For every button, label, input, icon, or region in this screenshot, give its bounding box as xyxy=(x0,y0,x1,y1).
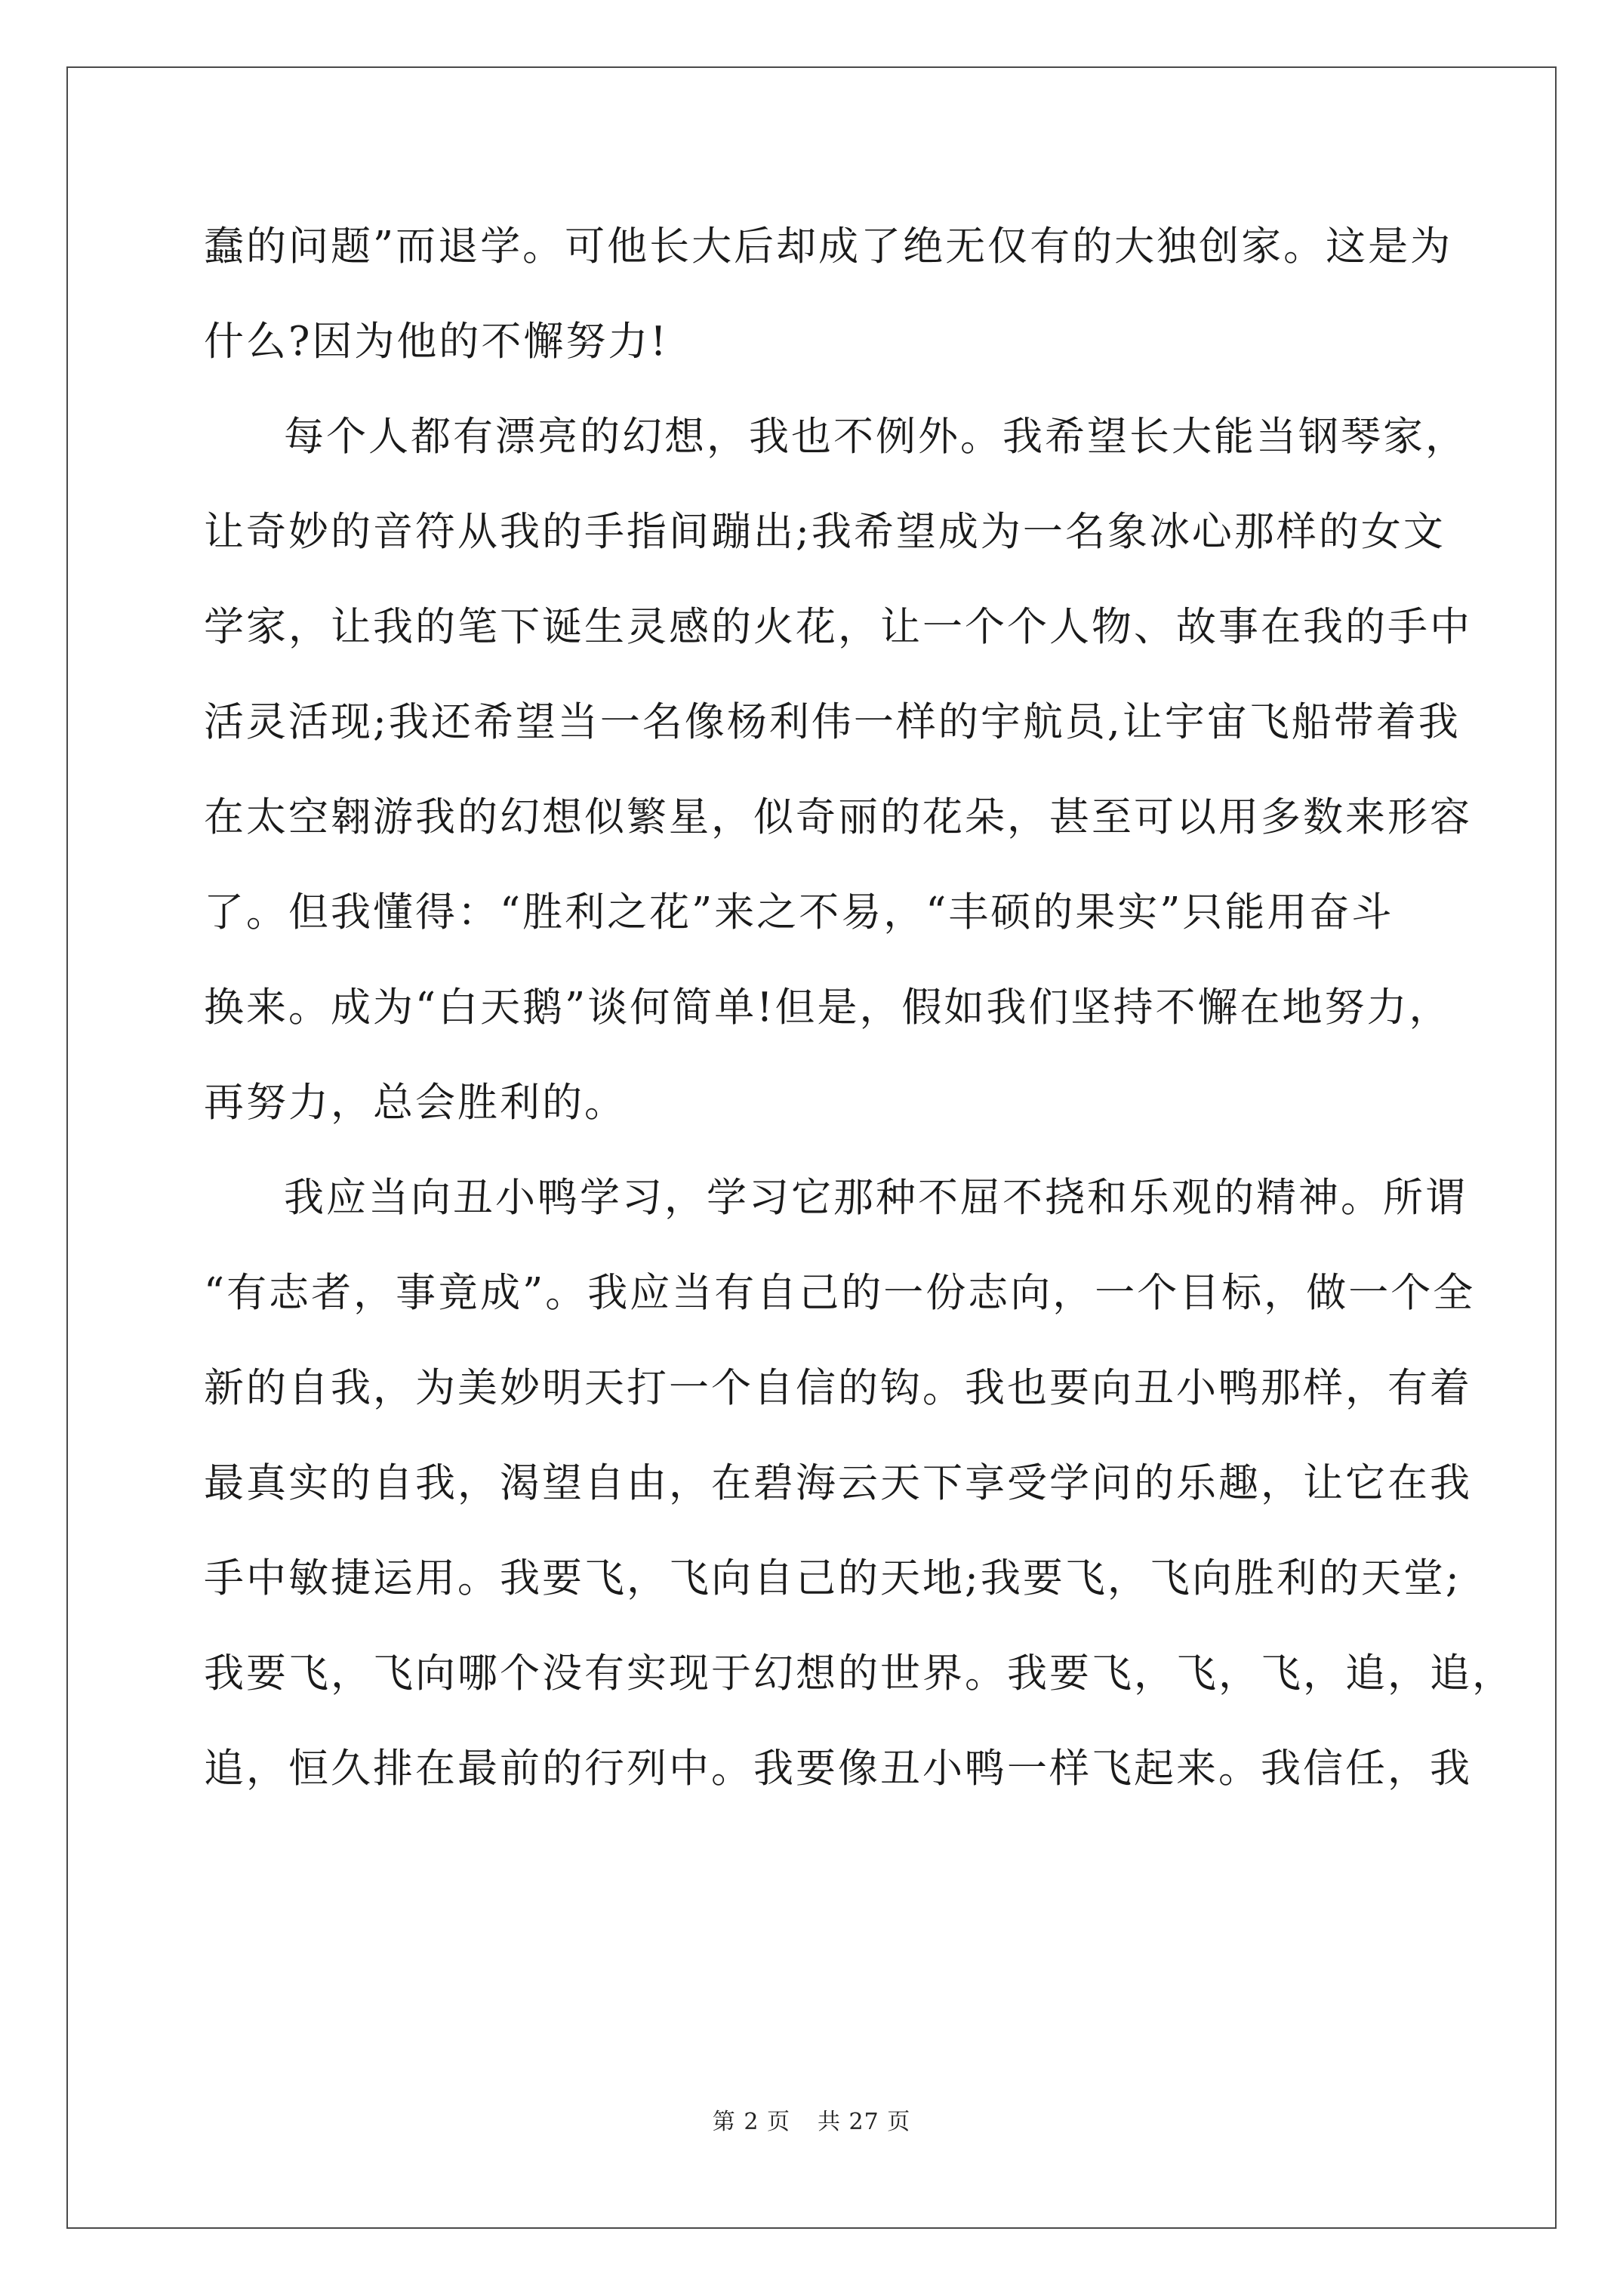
text-line: 活灵活现;我还希望当一名像杨利伟一样的宇航员,让宇宙飞船带着我 xyxy=(204,699,1461,745)
text-line: 让奇妙的音符从我的手指间蹦出;我希望成为一名象冰心那样的女文 xyxy=(204,509,1446,555)
text-line: 在太空翱游我的幻想似繁星，似奇丽的花朵，甚至可以用多数来形容 xyxy=(204,794,1472,840)
text-line: 蠢的问题”而退学。可他长大后却成了绝无仅有的大独创家。这是为 xyxy=(204,223,1453,270)
text-line: 什么?因为他的不懈努力! xyxy=(204,319,669,365)
text-line: 新的自我，为美妙明天打一个自信的钩。我也要向丑小鸭那样，有着 xyxy=(204,1365,1472,1411)
text-line: 最真实的自我，渴望自由，在碧海云天下享受学问的乐趣，让它在我 xyxy=(204,1460,1472,1506)
text-line: 再努力，总会胜利的。 xyxy=(204,1080,627,1126)
text-line: 了。但我懂得：“胜利之花”来之不易，“丰硕的果实”只能用奋斗 xyxy=(204,889,1394,935)
text-line: 手中敏捷运用。我要飞，飞向自己的天地;我要飞，飞向胜利的天堂; xyxy=(204,1555,1461,1601)
page-footer xyxy=(0,2103,1623,2136)
text-line: “有志者，事竟成”。我应当有自己的一份志向，一个目标，做一个全 xyxy=(204,1270,1476,1316)
text-line: 我要飞，飞向哪个没有实现于幻想的世界。我要飞，飞，飞，追，追， xyxy=(204,1650,1514,1697)
page-number: 第 2 页 xyxy=(712,2109,790,2135)
text-line: 每个人都有漂亮的幻想，我也不例外。我希望长大能当钢琴家， xyxy=(284,414,1467,460)
text-line: 学家，让我的笔下诞生灵感的火花，让一个个人物、故事在我的手中 xyxy=(204,604,1472,650)
document-body xyxy=(204,213,1514,1830)
text-line: 换来。成为“白天鹅”谈何简单!但是，假如我们坚持不懈在地努力， xyxy=(204,985,1452,1031)
page-total: 共 27 页 xyxy=(817,2109,911,2135)
text-line: 我应当向丑小鸭学习，学习它那种不屈不挠和乐观的精神。所谓 xyxy=(284,1175,1467,1221)
text-line: 追，恒久排在最前的行列中。我要像丑小鸭一样飞起来。我信任，我 xyxy=(204,1746,1472,1792)
